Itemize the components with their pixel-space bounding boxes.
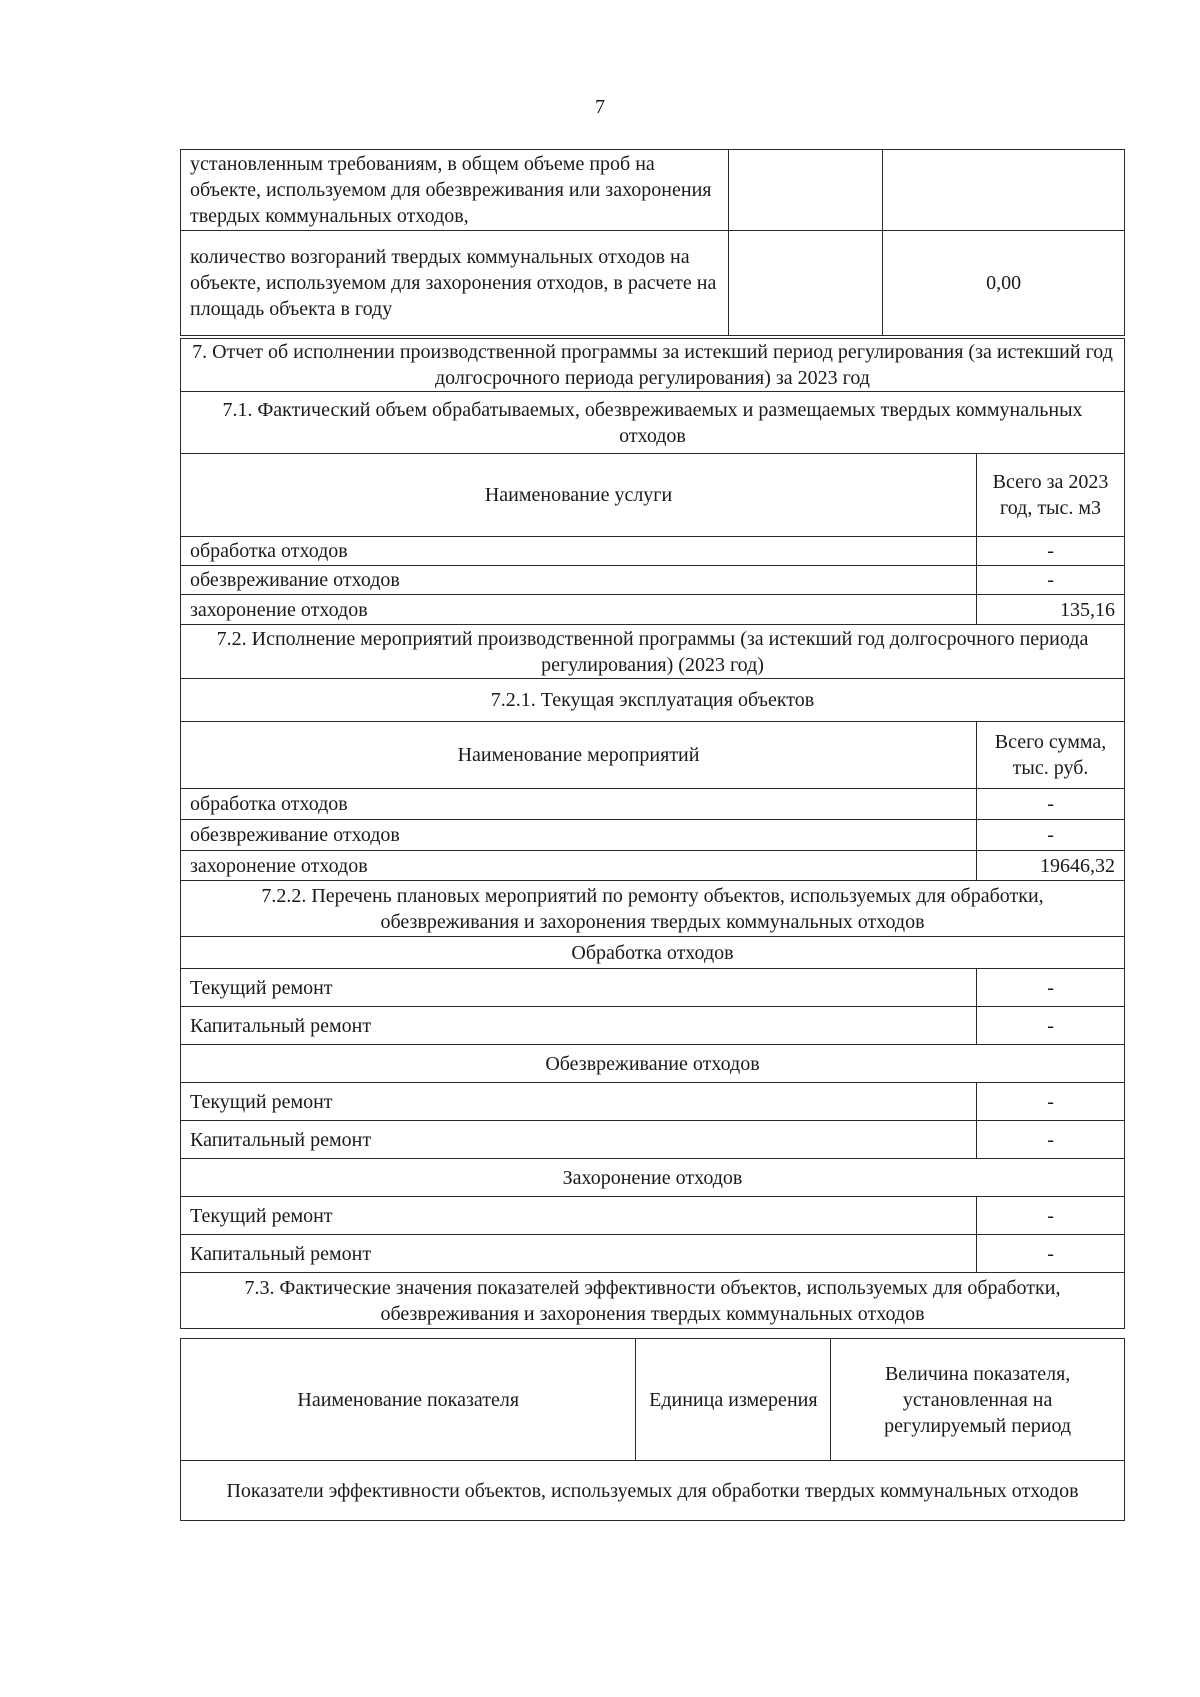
row-label: Текущий ремонт [181,1197,977,1235]
table-row [181,820,1125,851]
row-value: - [977,537,1125,566]
section-title-row [181,679,1125,722]
section-title-row [181,339,1125,392]
table-row [181,851,1125,881]
row-value: - [977,820,1125,851]
section-title-row [181,1273,1125,1329]
row-label: Капитальный ремонт [181,1235,977,1273]
section-title-row [181,625,1125,679]
row-value: - [977,1235,1125,1273]
group-title-row [181,1045,1125,1083]
row-label: обработка отходов [181,537,977,566]
empty-cell [729,150,883,231]
row-value: 19646,32 [977,851,1125,881]
row-label: Текущий ремонт [181,969,977,1007]
section-7-title: 7. Отчет об исполнении производственной программы за истекший период регулирования (за истекший год долгосрочного периода регулирования) за 2023 год [181,339,1125,392]
table-row [181,595,1125,625]
row-value: 0,00 [883,231,1125,336]
table-row [181,566,1125,595]
section-7-2-title: 7.2. Исполнение мероприятий производственной программы (за истекший год долгосрочного периода регулирования) (2023 год) [181,625,1125,679]
row-label: захоронение отходов [181,595,977,625]
row-value: - [977,1007,1125,1045]
group-title: Обезвреживание отходов [181,1045,1125,1083]
page-number: 7 [595,96,605,118]
table-row [181,231,1125,336]
row-value: - [977,1197,1125,1235]
section-7-2-2-title: 7.2.2. Перечень плановых мероприятий по ремонту объектов, используемых для обработки, обезвреживания и захоронения твердых коммунальных отходов [181,881,1125,937]
table-row [181,1197,1125,1235]
header-row [181,722,1125,789]
table-row [181,1235,1125,1273]
row-label: установленным требованиям, в общем объеме проб на объекте, используемом для обезвреживания или захоронения твердых коммунальных отходов, [181,150,729,231]
row-label: Текущий ремонт [181,1083,977,1121]
report-table [180,338,1125,1329]
header-total-sum: Всего сумма, тыс. руб. [977,722,1125,789]
group-title: Обработка отходов [181,937,1125,969]
empty-cell [729,231,883,336]
section-7-1-title: 7.1. Фактический объем обрабатываемых, обезвреживаемых и размещаемых твердых коммунальных отходов [181,392,1125,454]
continued-table [180,149,1125,336]
header-row [181,454,1125,537]
row-value: - [977,566,1125,595]
group-title-row [181,937,1125,969]
row-label: захоронение отходов [181,851,977,881]
table-row [181,537,1125,566]
table-row [181,969,1125,1007]
row-value: 135,16 [977,595,1125,625]
row-value: - [977,969,1125,1007]
subtitle-row [181,1461,1125,1521]
section-title-row [181,881,1125,937]
row-value [883,150,1125,231]
header-row [181,1339,1125,1461]
table-row [181,1121,1125,1159]
header-service-name: Наименование услуги [181,454,977,537]
header-unit: Единица измерения [636,1339,831,1461]
group-title: Захоронение отходов [181,1159,1125,1197]
section-7-2-1-title: 7.2.1. Текущая эксплуатация объектов [181,679,1125,722]
table-row [181,789,1125,820]
table-row [181,1007,1125,1045]
section-7-3-title: 7.3. Фактические значения показателей эффективности объектов, используемых для обработки, обезвреживания и захоронения твердых коммунальных отходов [181,1273,1125,1329]
row-value: - [977,789,1125,820]
header-indicator-name: Наименование показателя [181,1339,636,1461]
table-row [181,150,1125,231]
section-title-row [181,392,1125,454]
indicators-subtitle: Показатели эффективности объектов, используемых для обработки твердых коммунальных отходов [181,1461,1125,1521]
row-label: обезвреживание отходов [181,566,977,595]
table-row [181,1083,1125,1121]
row-label: Капитальный ремонт [181,1007,977,1045]
header-total-volume: Всего за 2023 год, тыс. м3 [977,454,1125,537]
row-label: обработка отходов [181,789,977,820]
row-value: - [977,1083,1125,1121]
header-indicator-value: Величина показателя, установленная на регулируемый период [831,1339,1125,1461]
row-label: обезвреживание отходов [181,820,977,851]
header-measure-name: Наименование мероприятий [181,722,977,789]
row-label: количество возгораний твердых коммунальных отходов на объекте, используемом для захоронения отходов, в расчете на площадь объекта в году [181,231,729,336]
row-value: - [977,1121,1125,1159]
group-title-row [181,1159,1125,1197]
row-label: Капитальный ремонт [181,1121,977,1159]
indicators-table [180,1338,1125,1521]
